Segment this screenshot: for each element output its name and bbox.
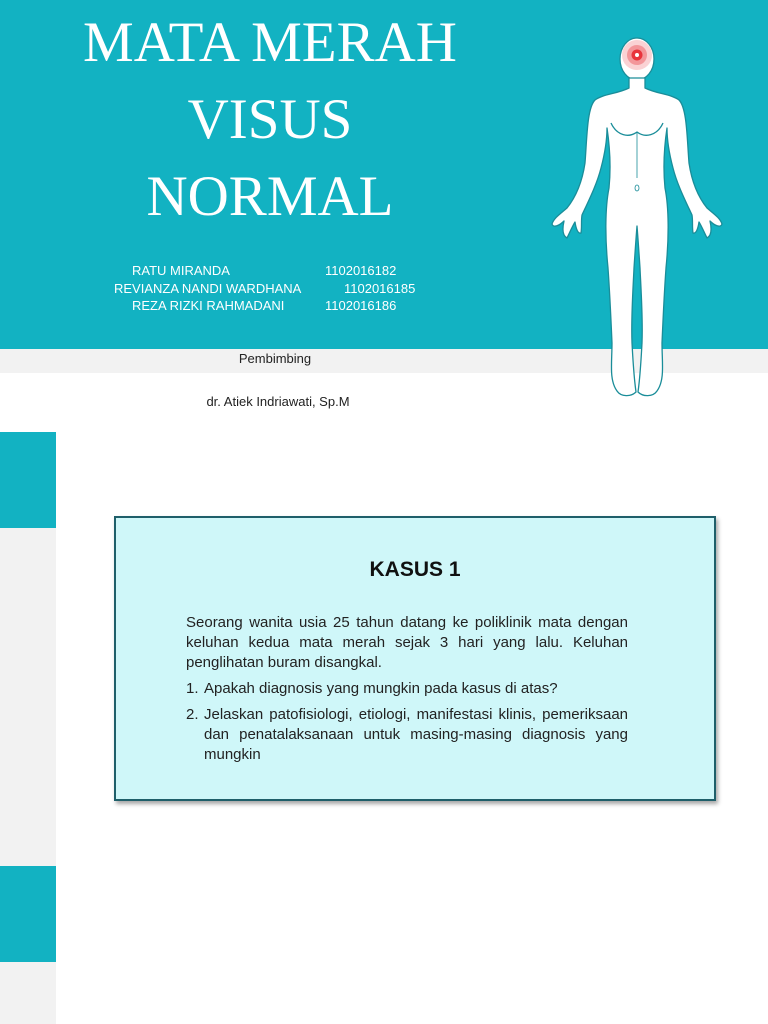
question-text: Jelaskan patofisiologi, etiologi, manifestasi klinis, pemeriksaan dan penatalaksanaan untuk masing-masing diagnosis yang mungkin [204,706,628,763]
accent-bar-bottom [0,866,56,962]
title-slide [0,0,768,430]
question-number: 2. [186,706,199,723]
author-id: 1102016186 [325,298,397,313]
list-item [186,679,628,699]
advisor-label: Pembimbing [238,351,312,366]
author-list [100,262,460,315]
title-line-3: NORMAL [146,165,394,228]
accent-bar-top [0,432,56,528]
case-slide [0,432,768,1024]
slide-title [30,4,510,235]
author-id: 1102016182 [325,263,397,278]
advisor-name: dr. Atiek Indriawati, Sp.M [206,394,350,409]
author-name: REZA RIZKI RAHMADANI [132,298,285,313]
author-row [100,262,460,280]
author-name: REVIANZA NANDI WARDHANA [114,280,302,296]
author-name: RATU MIRANDA [132,263,230,278]
list-item [186,705,628,765]
human-body-head-target-icon [545,28,730,406]
title-line-2: VISUS [187,88,353,151]
case-box [114,516,716,801]
question-number: 1. [186,680,199,697]
title-line-1: MATA MERAH [83,11,457,74]
author-row [100,297,460,315]
question-list [186,679,628,771]
question-text: Apakah diagnosis yang mungkin pada kasus di atas? [204,680,558,697]
case-title: KASUS 1 [369,558,461,581]
author-row [100,280,460,298]
author-id: 1102016185 [344,280,416,296]
case-intro: Seorang wanita usia 25 tahun datang ke poliklinik mata dengan keluhan kedua mata merah sejak 3 hari yang lalu. Keluhan penglihatan buram disangkal. [186,614,628,671]
